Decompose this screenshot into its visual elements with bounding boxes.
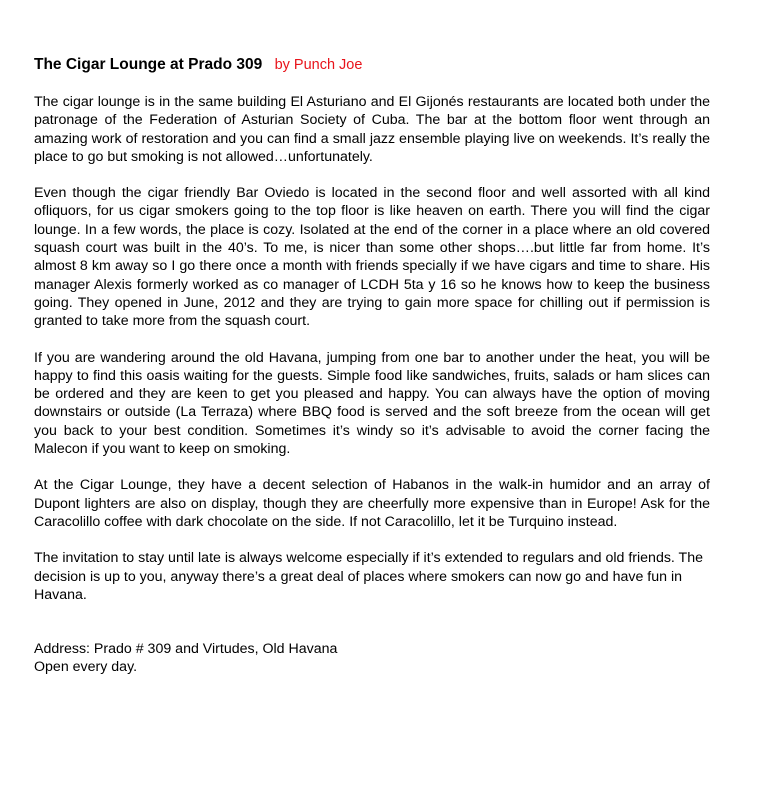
- paragraph-1: The cigar lounge is in the same building El Asturiano and El Gijonés restaurants are located both under the patronage of the Federation of Asturian Society of Cuba. The bar at the bottom floor went through an amazing work of restoration and you can find a small jazz ensemble playing live on weekends. It’s really the place to go but smoking is not allowed…unfortunately.: [34, 94, 710, 165]
- spacer: [34, 622, 710, 640]
- paragraph-5: The invitation to stay until late is always welcome especially if it’s extended to regulars and old friends. The decision is up to you, anyway there’s a great deal of places where smokers can now go and have fun in Havana.: [34, 550, 704, 603]
- paragraph-4: At the Cigar Lounge, they have a decent selection of Habanos in the walk-in humidor and an array of Dupont lighters are also on display, though they are cheerfully more expensive than in Europe! Ask for the Caracolillo coffee with dark chocolate on the side. If not Caracolillo, let it be Turquino instead.: [34, 477, 710, 530]
- hours-line: Open every day.: [34, 659, 138, 676]
- article-title: The Cigar Lounge at Prado 309: [34, 56, 263, 73]
- address-block: [34, 640, 710, 677]
- address-line: Address: Prado # 309 and Virtudes, Old Havana: [34, 641, 338, 658]
- paragraph-3: If you are wandering around the old Havana, jumping from one bar to another under the heat, you will be happy to find this oasis waiting for the guests. Simple food like sandwiches, fruits, salads or ham slices can be ordered and they are keen to get you pleased and happy. You can always have the option of moving downstairs or outside (La Terraza) where BBQ food is served and the soft breeze from the ocean will get you back to your best condition. Sometimes it’s windy so it’s advisable to avoid the corner facing the Malecon if you want to keep on smoking.: [34, 349, 710, 458]
- document-page: [34, 55, 710, 677]
- article-byline: by Punch Joe: [274, 57, 363, 73]
- title-line: [34, 55, 710, 75]
- paragraph-2: Even though the cigar friendly Bar Oviedo is located in the second floor and well assorted with all kind ofliquors, for us cigar smokers going to the top floor is like heaven on earth. There you will find the cigar lounge. In a few words, the place is cozy. Isolated at the end of the corner in a place where an old covered squash court was built in the 40’s. To me, is nicer than some other shops….but little far from home. It’s almost 8 km away so I go there once a month with friends specially if we have cigars and time to share. His manager Alexis formerly worked as co manager of LCDH 5ta y 16 so he knows how to keep the business going. They opened in June, 2012 and they are trying to gain more space for chilling out if permission is granted to take more from the squash court.: [34, 185, 710, 330]
